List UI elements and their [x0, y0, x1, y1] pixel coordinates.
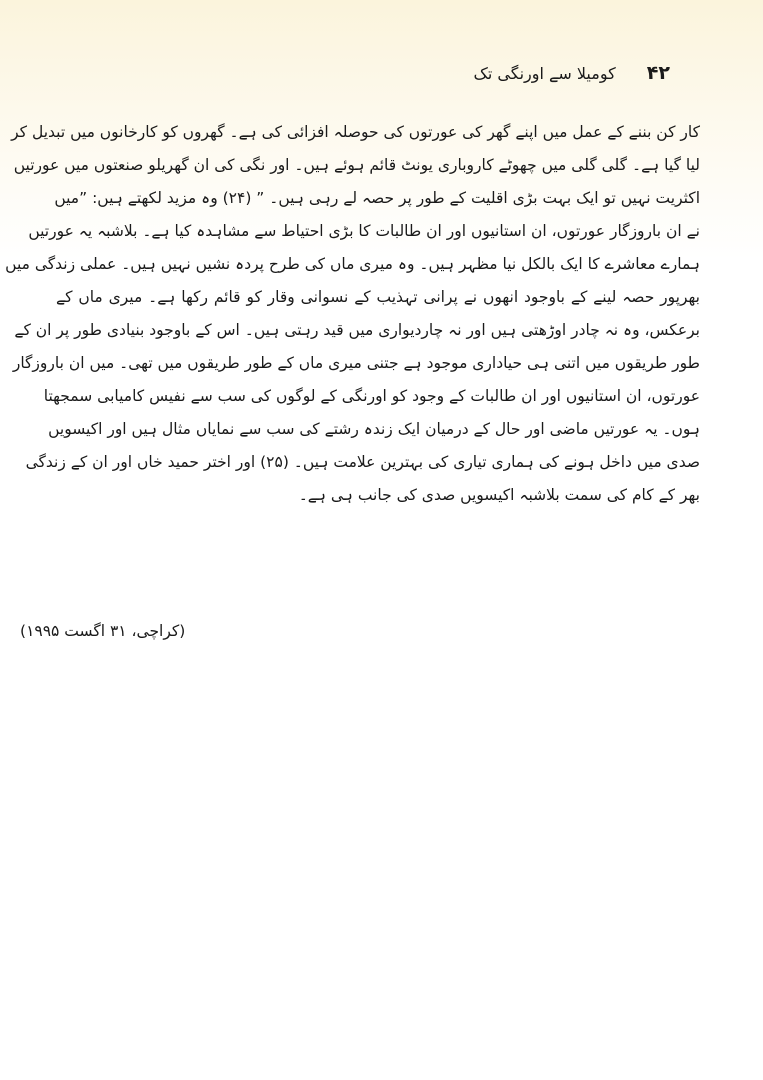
text-line: اکثریت نہیں تو ایک بہت بڑی اقلیت کے طور پر حصہ لے رہی ہیں۔ ” (۲۴) وہ مزید لکھتے ہیں: ”میں	[54, 189, 700, 207]
text-line: صدی میں داخل ہونے کی ہماری تیاری کی بہترین علامت ہیں۔ (۲۵) اور اختر حمید خاں اور ان کے زندگی	[25, 453, 700, 471]
text-line: بھرپور حصہ لینے کے باوجود انھوں نے پرانی تہذیب کے نسوانی وقار کو قائم رکھا ہے۔ میری ماں کے	[56, 288, 700, 306]
body-paragraph	[5, 116, 700, 512]
page-header	[440, 62, 670, 88]
running-title: کومیلا سے اورنگی تک	[473, 64, 616, 83]
text-line: طور طریقوں میں اتنی ہی حیاداری موجود ہے جتنی میری ماں کے طور طریقوں میں تھی۔ میں ان باروزگار	[12, 354, 700, 372]
text-line: لیا گیا ہے۔ گلی گلی میں چھوٹے کاروباری یونٹ قائم ہوئے ہیں۔ اور نگی کی ان گھریلو صنعتوں میں عورتیں	[13, 156, 700, 174]
text-line: نے ان باروزگار عورتوں، ان استانیوں اور ان طالبات کا بڑی احتیاط سے مشاہدہ کیا ہے۔ بلاشبہ یہ عورتیں	[28, 222, 700, 240]
dateline: (کراچی، ۳۱ اگست ۱۹۹۵)	[20, 622, 186, 640]
text-line: کار کن بننے کے عمل میں اپنے گھر کی عورتوں کی حوصلہ افزائی کی ہے۔ گھروں کو کارخانوں میں تبدیل کر	[11, 123, 700, 141]
text-line: ہمارے معاشرے کا ایک بالکل نیا مظہر ہیں۔ وہ میری ماں کی طرح پردہ نشیں نہیں ہیں۔ عملی زندگی میں	[5, 255, 700, 273]
text-line: ہوں۔ یہ عورتیں ماضی اور حال کے درمیان ایک زندہ رشتے کی سب سے نمایاں مثال ہیں اور اکیسویں	[48, 420, 700, 438]
text-line: برعکس، وہ نہ چادر اوڑھتی ہیں اور نہ چاردیواری میں قید رہتی ہیں۔ اس کے باوجود بنیادی طور پر ان کے	[14, 321, 700, 339]
text-line: بھر کے کام کی سمت بلاشبہ اکیسویں صدی کی جانب ہی ہے۔	[298, 486, 700, 504]
page-number: ۴۲	[646, 62, 670, 84]
text-line: عورتوں، ان استانیوں اور ان طالبات کے وجود کو اورنگی کے لوگوں کی سب سے نفیس کامیابی سمجھتا	[43, 387, 700, 405]
